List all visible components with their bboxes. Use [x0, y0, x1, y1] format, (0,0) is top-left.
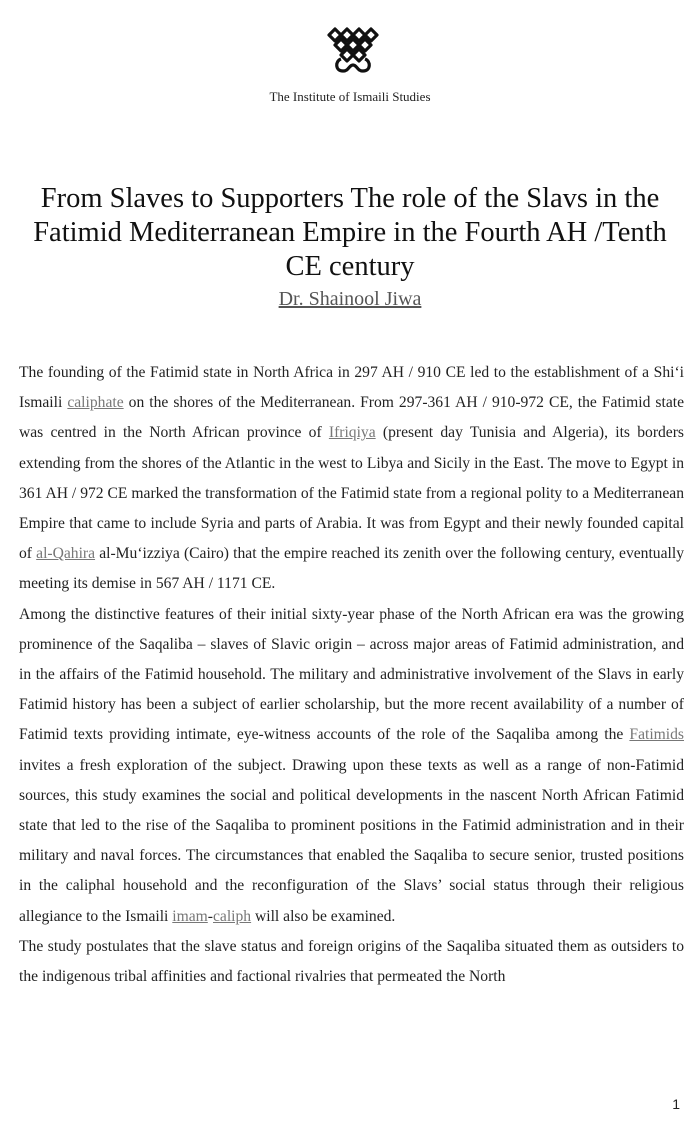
- article-body: [19, 358, 684, 992]
- paragraph: [19, 358, 684, 600]
- text-segment: (present day Tunisia and Algeria), its borders extending from the shores of the Atlantic in the west to Libya and Sicily in the East. The move to Egypt in 361 AH / 972 CE marked the transformation of the Fatimid state from a regional polity to a Mediterranean Empire that came to include Syria and parts of Arabia. It was from Egypt and their newly founded capital of: [19, 424, 684, 563]
- inline-link-imam[interactable]: imam: [172, 907, 208, 925]
- author-byline: [0, 288, 700, 311]
- text-segment: The study postulates that the slave status and foreign origins of the Saqaliba situated them as outsiders to the indigenous tribal affinities and factional rivalries that permeated the North: [19, 937, 684, 986]
- author-link[interactable]: Dr. Shainool Jiwa: [278, 288, 422, 310]
- text-segment: on the shores of the Mediterranean. From 297-361 AH / 910-972 CE, the Fatimid state was centred in the North African province of: [19, 394, 684, 442]
- text-segment: invites a fresh exploration of the subject. Drawing upon these texts as well as a range of non-Fatimid sources, this study examines the social and political developments in the nascent North African Fatimid state that led to the rise of the Saqaliba to prominent positions in the Fatimid administration and in their military and naval forces. The circumstances that enabled the Saqaliba to secure senior, trusted positions in the caliphal household and the reconfiguration of the Slavs’ social status through their religious allegiance to the Ismaili: [19, 756, 684, 925]
- paragraph: [19, 600, 684, 932]
- page-number: 1: [672, 1096, 680, 1112]
- paragraph: [19, 932, 684, 992]
- inline-link-ifriqiya[interactable]: Ifriqiya: [328, 424, 376, 442]
- text-segment: al-Mu‘izziya (Cairo) that the empire reached its zenith over the following century, eventually meeting its demise in 567 AH / 1171 CE.: [19, 545, 684, 593]
- inline-link-caliph[interactable]: caliph: [213, 907, 252, 925]
- inline-link-fatimids[interactable]: Fatimids: [629, 726, 684, 744]
- inline-link-caliphate[interactable]: caliphate: [67, 394, 124, 412]
- text-segment: will also be examined.: [251, 907, 396, 925]
- text-segment: The founding of the Fatimid state in North Africa in 297 AH / 910 CE led to the establishment of a Shi‘i Ismaili: [19, 364, 684, 412]
- text-segment: Among the distinctive features of their initial sixty-year phase of the North African era was the growing prominence of the Saqaliba – slaves of Slavic origin – across major areas of Fatimid administration, and in the affairs of the Fatimid household. The military and administrative involvement of the Slavs in early Fatimid history has been a subject of earlier scholarship, but the more recent availability of a number of Fatimid texts providing intimate, eye-witness accounts of the role of the Saqaliba among the: [19, 605, 684, 744]
- page-title: From Slaves to Supporters The role of the Slavs in the Fatimid Mediterranean Empire in the Fourth AH /Tenth CE century: [33, 183, 667, 282]
- inline-link-al-qahira[interactable]: al-Qahira: [36, 545, 96, 563]
- institute-logo-icon: [327, 25, 379, 75]
- institute-name: The Institute of Ismaili Studies: [269, 89, 431, 104]
- text-segment: -: [207, 907, 213, 925]
